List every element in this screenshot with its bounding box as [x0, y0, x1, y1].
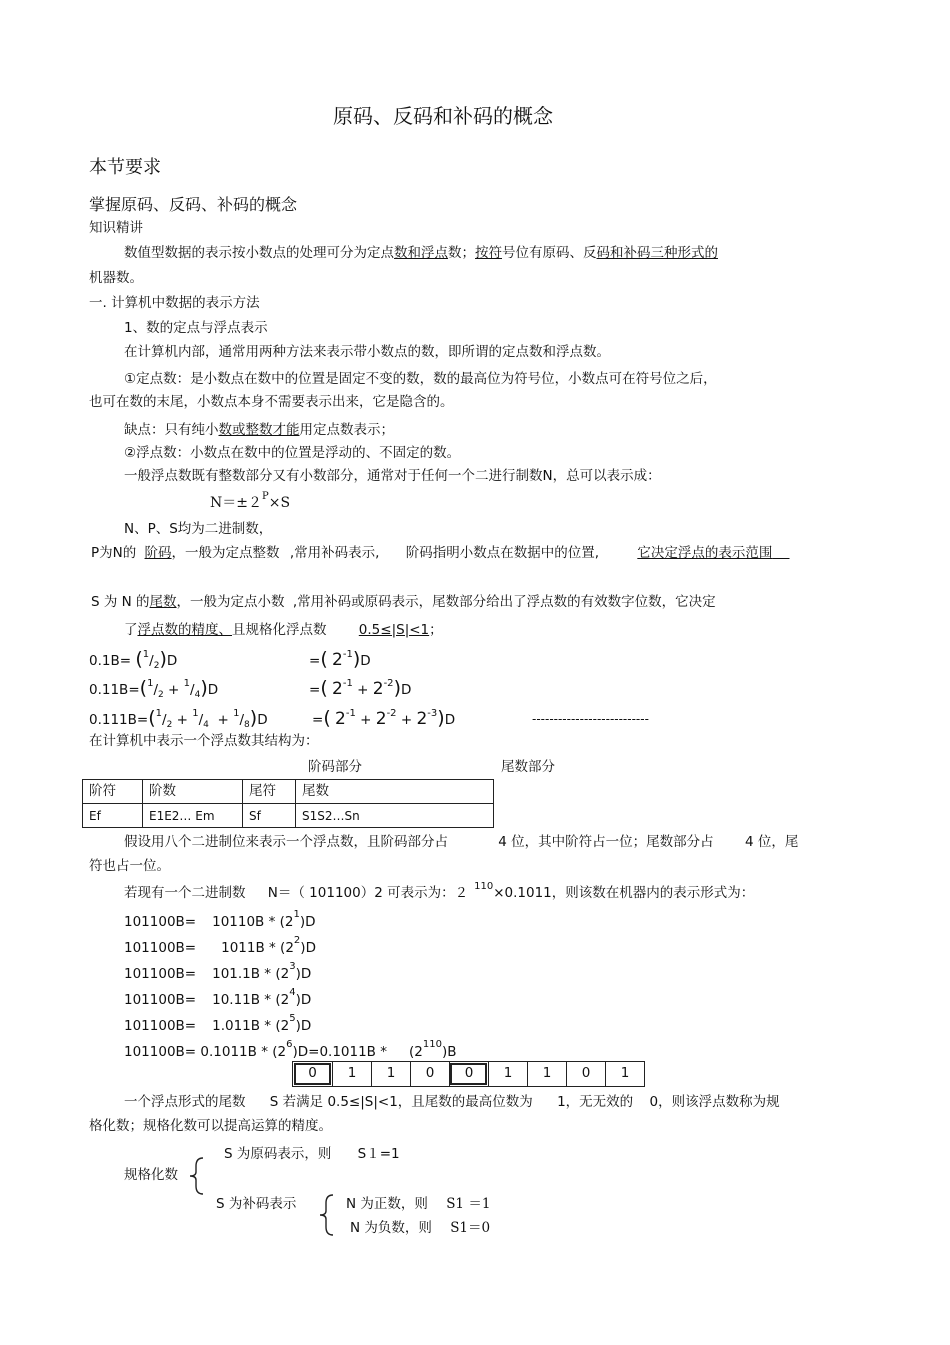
nps-line: N、P、S均为二进制数，: [124, 521, 273, 537]
table-cell: Sf: [243, 804, 296, 828]
negative-case-line: [350, 1222, 490, 1236]
normalized-line-1: [124, 1096, 780, 1110]
part-heading: 一. 计算机中数据的表示方法: [89, 295, 260, 311]
step-mid: 101.1B * (2: [212, 966, 290, 982]
step-lhs: 101100B=: [124, 940, 197, 956]
assume-text: 4 位，其中阶符占一位；尾数部分占: [498, 834, 714, 850]
table-cell: 尾数: [296, 780, 494, 804]
binary-intro-text: N＝（ 101100）2 可表示为：２: [267, 885, 469, 901]
normalized-text: 一个浮点形式的尾数: [124, 1094, 246, 1110]
intro-line-1: [124, 247, 718, 261]
step-mid: 10.11B * (2: [212, 992, 290, 1008]
step-exponent: 5: [289, 1013, 296, 1024]
formula-exponent: P: [261, 491, 269, 502]
step-lhs: 101100B=: [124, 1018, 197, 1034]
intro-text: 数值型数据的表示按小数点的处理可分为定点: [124, 245, 394, 261]
fixed-point-line-1: ①定点数：是小数点在数中的位置是固定不变的数，数的最高位为符号位，小数点可在符号位之后，: [124, 371, 717, 387]
step-mid: 1.011B * (2: [212, 1018, 290, 1034]
intro-line-2: 机器数。: [89, 270, 143, 286]
step-exponent: 4: [289, 987, 296, 998]
s-line-text: ,常用补码或原码表示，尾数部分给出了浮点数的有效数字位数，它决定: [292, 594, 716, 610]
bit-cell: 0: [410, 1062, 449, 1086]
step-end: )D: [300, 940, 316, 956]
normalized-text: S 若满足 0.5≤|S|<1，且尾数的最高位数为: [269, 1094, 533, 1110]
step-line: [124, 909, 316, 930]
defect-text: 缺点：只有纯小: [124, 422, 219, 438]
step-mid: 1011B * (2: [221, 940, 294, 956]
intro-text: 号位有原码、反: [502, 245, 597, 261]
bit-cell: 1: [527, 1062, 566, 1086]
step-exponent: 1: [293, 909, 300, 920]
step-lhs: 101100B=: [124, 914, 197, 930]
defect-line: [124, 424, 394, 438]
left-brace-icon: [318, 1193, 336, 1237]
step-line: [124, 1013, 312, 1034]
mantissa-part-label: 尾数部分: [501, 759, 555, 775]
step-line-final: [124, 1039, 457, 1060]
defect-underlined: 数或整: [218, 422, 259, 438]
left-brace-icon: [188, 1156, 206, 1196]
bit-cell: 1: [371, 1062, 410, 1086]
fixed-point-line-2: 也可在数的末尾，小数点本身不需要表示出来，它是隐含的。: [89, 394, 454, 410]
methods-line: 在计算机内部，通常用两种方法来表示带小数点的数，即所谓的定点数和浮点数。: [124, 344, 610, 360]
assume-text: 假设用八个二进制位来表示一个浮点数，且阶码部分占: [124, 834, 448, 850]
p-line: [91, 547, 861, 561]
example-1: $0.1B= (^1/_2)D$: [89, 648, 178, 671]
p-line-text: 阶码指明小数点在数据中的位置,: [405, 545, 600, 561]
step-line: [124, 935, 316, 956]
example-lhs: 0.111B=: [89, 712, 149, 728]
sub-heading: 掌握原码、反码、补码的概念: [89, 195, 298, 214]
main-formula: [210, 491, 291, 511]
dashed-line: ---------------------------: [532, 712, 649, 726]
structure-line: 在计算机中表示一个浮点数其结构为：: [89, 733, 319, 749]
binary-intro-exponent: 110: [474, 881, 494, 892]
precision-range: 0.5≤|S|<1: [358, 622, 430, 638]
original-code-line: [224, 1148, 400, 1162]
section-heading: 本节要求: [89, 157, 161, 178]
table-cell: 阶符: [83, 780, 143, 804]
intro-underlined: 数和浮点: [394, 245, 448, 261]
step-end: )D: [299, 914, 316, 930]
intro-text: 数；: [448, 245, 475, 261]
step-lhs: 101100B=: [124, 992, 197, 1008]
example-lhs: 0.11B=: [89, 682, 140, 698]
p-line-range: 它决定浮点的表示范围: [637, 545, 773, 561]
table-row: [83, 804, 494, 828]
step-end: )D: [295, 966, 312, 982]
bit-representation: [292, 1061, 645, 1087]
normalized-text: 1，无无效的: [557, 1094, 634, 1110]
complement-code-label: S 为补码表示: [216, 1196, 297, 1212]
bit-cell: 1: [332, 1062, 371, 1086]
step-text: (2: [408, 1044, 423, 1060]
table-cell: 阶数: [143, 780, 243, 804]
step-text: 101100B= 0.1011B * (2: [124, 1044, 287, 1060]
step-exponent: 2: [293, 935, 301, 946]
step-end: )D: [295, 1018, 312, 1034]
exponent-part-label: 阶码部分: [308, 759, 362, 775]
s-line-text: ，一般为定点小数: [176, 594, 285, 610]
step-exponent: 3: [289, 961, 296, 972]
assume-line-2: 符也占一位。: [89, 858, 170, 874]
norm-text: N 为正数，则: [346, 1196, 428, 1212]
example-3-rhs: =( $2^{-1} + 2^{-2} + 2^{-3})D$: [312, 707, 456, 729]
p-line-exponent-term: 阶码: [144, 545, 172, 561]
example-1-rhs: =( $2^{-1})D$: [309, 648, 371, 670]
intro-underlined: 按符: [475, 245, 502, 261]
p-line-text: ，一般为定点整数: [171, 545, 280, 561]
assume-line-1: [124, 836, 798, 850]
example-3: $0.111B=(^1/_2 + ^1/_4 + ^1/_8)D$: [89, 707, 268, 730]
defect-underlined: 数才能: [259, 422, 300, 438]
example-lhs: 0.1B=: [89, 653, 132, 669]
bit-cell: 1: [605, 1062, 644, 1086]
precision-text: 且规格化浮点数: [232, 622, 327, 638]
float-general: 一般浮点数既有整数部分又有小数部分，通常对于任何一个二进行制数N，总可以表示成：: [124, 468, 661, 484]
precision-line: [124, 624, 443, 638]
norm-value: S1 ＝1: [446, 1196, 491, 1212]
table-cell: 尾符: [243, 780, 296, 804]
table-row: [83, 780, 494, 804]
page-title: 原码、反码和补码的概念: [333, 104, 553, 128]
step-lhs: 101100B=: [124, 966, 197, 982]
formula-rhs: ×S: [268, 495, 291, 511]
step-end: )D: [295, 992, 312, 1008]
example-2-rhs: =( $2^{-1} + 2^{-2})D$: [309, 677, 412, 699]
precision-underlined: 浮点数的精度、: [137, 622, 232, 638]
positive-case-line: [346, 1198, 490, 1212]
step-line: [124, 961, 312, 982]
p-line-text: ,常用补码表示,: [289, 545, 380, 561]
normalized-line-2: 格化数；规格化数可以提高运算的精度。: [89, 1118, 332, 1134]
norm-value: S1＝0: [450, 1220, 491, 1236]
binary-intro-text: 若现有一个二进制数: [124, 885, 246, 901]
knowledge-label: 知识精讲: [89, 220, 143, 236]
step-text: )D=0.1011B *: [292, 1044, 387, 1060]
example-2: $0.11B=(^1/_2 + ^1/_4)D$: [89, 677, 219, 700]
float-structure-table: [82, 779, 494, 828]
float-definition: ②浮点数：小数点在数中的位置是浮动的、不固定的数。: [124, 445, 461, 461]
intro-underlined: 码和补码三种形式的: [596, 245, 718, 261]
table-cell: Ef: [83, 804, 143, 828]
norm-value: S１=1: [357, 1146, 400, 1162]
table-cell: E1E2… Em: [143, 804, 243, 828]
binary-intro-line: [124, 881, 755, 901]
step-line: [124, 987, 312, 1008]
s-line-mantissa-term: 尾数: [149, 594, 177, 610]
step-exponent: 110: [422, 1039, 442, 1050]
p-line-text: P为N的: [91, 545, 137, 561]
formula-lhs: N＝±２: [210, 495, 262, 511]
bit-cell: 0: [566, 1062, 605, 1086]
binary-intro-text: ×0.1011，则该数在机器内的表示形式为：: [493, 885, 755, 901]
defect-text: 用定点数表示；: [299, 422, 394, 438]
precision-text: ；: [429, 622, 443, 638]
bit-cell: 0: [293, 1062, 332, 1086]
table-cell: S1S2…Sn: [296, 804, 494, 828]
section-1-heading: 1、数的定点与浮点表示: [124, 320, 268, 336]
step-text: )B: [441, 1044, 457, 1060]
normalized-label: 规格化数: [124, 1167, 178, 1183]
step-exponent: 6: [286, 1039, 293, 1050]
precision-text: 了: [124, 622, 138, 638]
step-mid: 10110B * (2: [212, 914, 294, 930]
normalized-text: 0，则该浮点数称为规: [649, 1094, 780, 1110]
bit-cell: 0: [449, 1062, 488, 1086]
norm-text: S 为原码表示，则: [224, 1146, 332, 1162]
assume-text: 4 位，尾: [744, 834, 799, 850]
bit-cell: 1: [488, 1062, 527, 1086]
s-line-text: S 为 N 的: [91, 594, 150, 610]
s-line: [91, 596, 716, 610]
norm-text: N 为负数，则: [350, 1220, 432, 1236]
